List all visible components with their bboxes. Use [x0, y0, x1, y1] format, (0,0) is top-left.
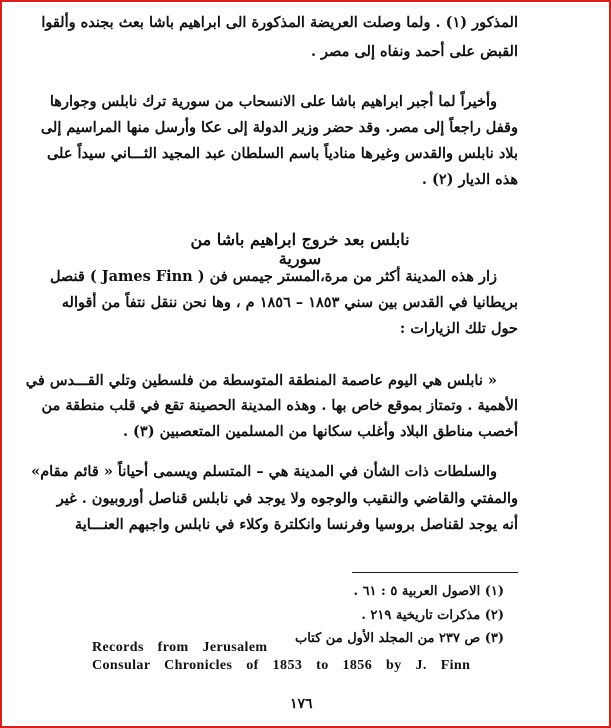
text-line: بريطانيا في القدس بين سني ١٨٥٣ – ١٨٥٦ م ، وها نحن ننقل نتفاً من أقواله: [61, 294, 518, 311]
text-line: زار هذه المدينة أكثر من مرة،المستر جيمس فن ( James Finn ) قنصل: [49, 268, 497, 285]
text-line: بلاد نابلس والقدس وغيرها منادياً باسم السلطان عبد المجيد الثـــاني سيداً على: [46, 145, 518, 162]
text-line: هذه الديار (٢) .: [421, 171, 518, 188]
english-reference: Records from Jerusalem: [92, 640, 268, 655]
footnote-divider: [352, 572, 518, 573]
section-heading: نابلس بعد خروج ابراهيم باشا من سورية: [190, 230, 410, 268]
footnote: (٢) مذكرات تاريخية ٢١٩ .: [361, 608, 504, 623]
text-line: الأهمية . وتمتاز بموقع خاص بها . وهذه المدينة الحصينة تقع في قلب منطقة من: [41, 397, 518, 414]
text-line: أخصب مناطق البلاد وأغلب سكانها من المسلمين المتعصبين (٣) .: [122, 423, 518, 440]
text-line: وقفل راجعاً إلى مصر. وقد حضر وزير الدولة إلى عكا وأرسل منها المراسيم إلى: [40, 119, 518, 136]
text-line: « نابلس هي اليوم عاصمة المنطقة المتوسطة من فلسطين وتلي القـــدس في: [25, 372, 497, 389]
page-number: ١٧٦: [290, 696, 313, 712]
text-line: والسلطات ذات الشأن في المدينة هي – المتسلم ويسمى أحياناً « قائم مقام»: [31, 463, 497, 480]
text-line: أنه يوجد لقناصل بروسيا وفرنسا وانكلترة وكلاء في نابلس واجبهم العنـــاية: [74, 516, 518, 533]
footnote: (٣) ص ٢٣٧ من المجلد الأول من كتاب: [294, 631, 504, 646]
text-line: والمفتي والقاضي والنقيب والوجوه ولا يوجد في نابلس قناصل أوروبيون . غير: [56, 490, 518, 507]
footnote: (١) الاصول العربية ٥ : ٦١ .: [353, 584, 504, 599]
text-line: حول تلك الزيارات :: [399, 320, 518, 337]
text-line: وأخيراً لما أجبر ابراهيم باشا على الانسحاب من سورية ترك نابلس وجوارها: [49, 93, 497, 110]
english-reference: Consular Chronicles of 1853 to 1856 by J. Finn: [92, 658, 471, 673]
text-line: القبض على أحمد ونفاه إلى مصر .: [310, 43, 518, 60]
text-line: المذكور (١) . ولما وصلت العريضة المذكورة الى ابراهيم باشا بعث بجنده وألقوا: [41, 14, 518, 31]
